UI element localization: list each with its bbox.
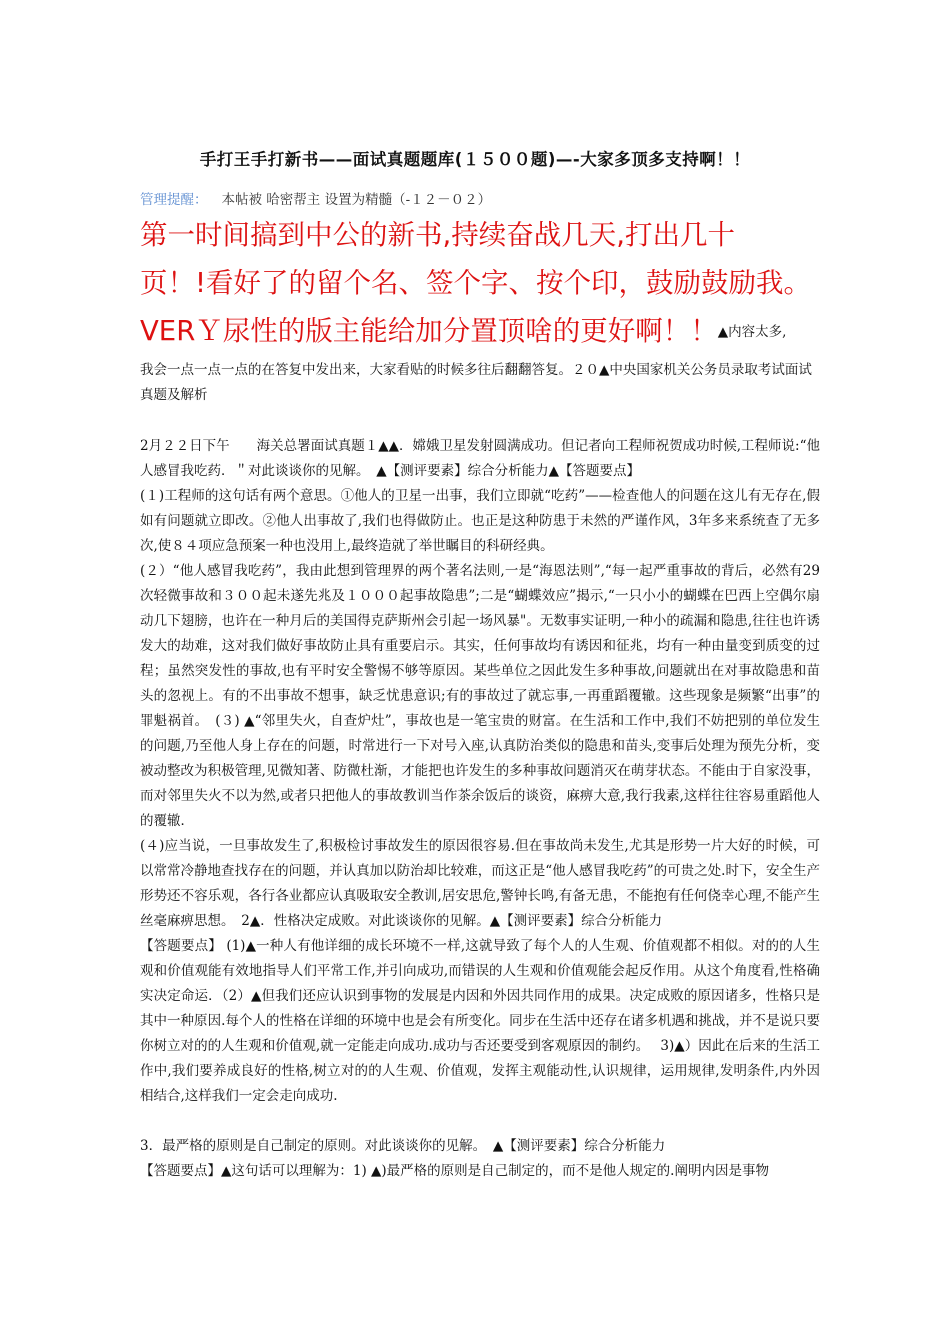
headline-line-1: 第一时间搞到中公的新书,持续奋战几天,打出几十: [140, 219, 735, 251]
paragraph: 【答题要点】▲这句话可以理解为：1) ▲)最严格的原则是自己制定的，而不是他人规定的.阐明内因是事物: [140, 1163, 769, 1179]
paragraph: 2月２２日下午 海关总署面试真题１▲▲．嫦娥卫星发射圆满成功。但记者向工程师祝贺成功时候,工程师说:“他人感冒我吃药．＂对此谈谈你的见解。 ▲【测评要素】综合分析能力▲【答题要点】: [140, 438, 820, 479]
intro-text: 我会一点一点一点的在答复中发出来，大家看贴的时候多往后翻翻答复。２０▲中央国家机关公务员录取考试面试真题及解析: [140, 362, 812, 403]
headline-line-3-text: VERＹ尿性的版主能给加分置顶啥的更好啊！！: [140, 315, 718, 347]
article-body: [140, 434, 820, 1184]
paragraph-gap: [140, 1109, 820, 1134]
headline-line-3: [140, 315, 830, 347]
notice-text: 本帖被 哈密帮主 设置为精髓（-１２－０２）: [221, 192, 492, 208]
page-title: 手打王手打新书——面试真题题库(１５００题)—-大家多顶多支持啊！！: [199, 150, 751, 169]
admin-notice: [140, 188, 491, 208]
paragraph: (１)工程师的这句话有两个意思。①他人的卫星一出事，我们立即就“吃药”——检查他人的问题在这儿有无存在,假如有问题就立即改。②他人出事故了,我们也得做防止。也正是这种防患于未然的严谨作风，3年多来系统查了无多次,使８４项应急预案一种也没用上,最终造就了举世瞩目的科研经典。: [140, 488, 820, 554]
paragraph: 3．最严格的原则是自己制定的原则。对此谈谈你的见解。 ▲【测评要素】综合分析能力: [140, 1138, 666, 1154]
headline-line-2: 页！!看好了的留个名、签个字、按个印，鼓励鼓励我。: [140, 267, 812, 299]
notice-label: 管理提醒：: [140, 192, 208, 208]
paragraph: (２）“他人感冒我吃药”，我由此想到管理界的两个著名法则,一是“海恩法则”,“每一起严重事故的背后，必然有29次轻微事故和３００起未遂先兆及１０００起事故隐患”;二是“蝴蝶效应”揭示,“一只小小的蝴蝶在巴西上空偶尔扇动几下翅膀，也许在一种月后的美国得克萨斯州会引起一场风暴"。无数事实证明,一种小的疏漏和隐患,往往也许诱发大的劫难，这对我们做好事故防止具有重要启示。其实，任何事故均有诱因和征兆，均有一种由量变到质变的过程；虽然突发性的事故,也有平时安全警惕不够等原因。某些单位之因此发生多种事故,问题就出在对事故隐患和苗头的忽视上。有的不出事故不想事，缺乏忧患意识;有的事故过了就忘事,一再重蹈覆辙。这些现象是频繁“出事”的罪魁祸首。 (３) ▲“邻里失火，自查炉灶”，事故也是一笔宝贵的财富。在生活和工作中,我们不妨把别的单位发生的问题,乃至他人身上存在的问题，时常进行一下对号入座,认真防治类似的隐患和苗头,变事后处理为预先分析，变被动整改为积极管理,见微知著、防微杜渐，才能把也许发生的多种事故问题消灭在萌芽状态。不能由于自家没事，而对邻里失火不以为然,或者只把他人的事故教训当作茶余饭后的谈资，麻痹大意,我行我素,这样往往容易重蹈他人的覆辙．: [140, 563, 820, 829]
paragraph: (４)应当说，一旦事故发生了,积极检讨事故发生的原因很容易.但在事故尚未发生,尤其是形势一片大好的时候，可以常常冷静地查找存在的问题，并认真加以防治却比较难，而这正是“他人感冒我吃药”的可贵之处.时下，安全生产形势还不容乐观，各行各业都应认真吸取安全教训,居安思危,警钟长鸣,有备无患，不能抱有任何侥幸心理,不能产生丝毫麻痹思想。 2▲．性格决定成败。对此谈谈你的见解。▲【测评要素】综合分析能力: [140, 838, 820, 929]
paragraph: 【答题要点】 (1)▲一种人有他详细的成长环境不一样,这就导致了每个人的人生观、价值观都不相似。对的的人生观和价值观能有效地指导人们平常工作,并引向成功,而错误的人生观和价值观能会起反作用。从这个角度看,性格确实决定命运．（2）▲但我们还应认识到事物的发展是内因和外因共同作用的成果。决定成败的原因诸多，性格只是其中一种原因.每个人的性格在详细的环境中也是会有所变化。同步在生活中还存在诸多机遇和挑战，并不是说只要你树立对的的人生观和价值观,就一定能走向成功.成功与否还要受到客观原因的制约。 3)▲）因此在后来的生活工作中,我们要养成良好的性格,树立对的的人生观、价值观，发挥主观能动性,认识规律，运用规律,发明条件,内外因相结合,这样我们一定会走向成功.: [140, 938, 820, 1104]
headline-tail-text: ▲内容太多,: [717, 324, 787, 340]
